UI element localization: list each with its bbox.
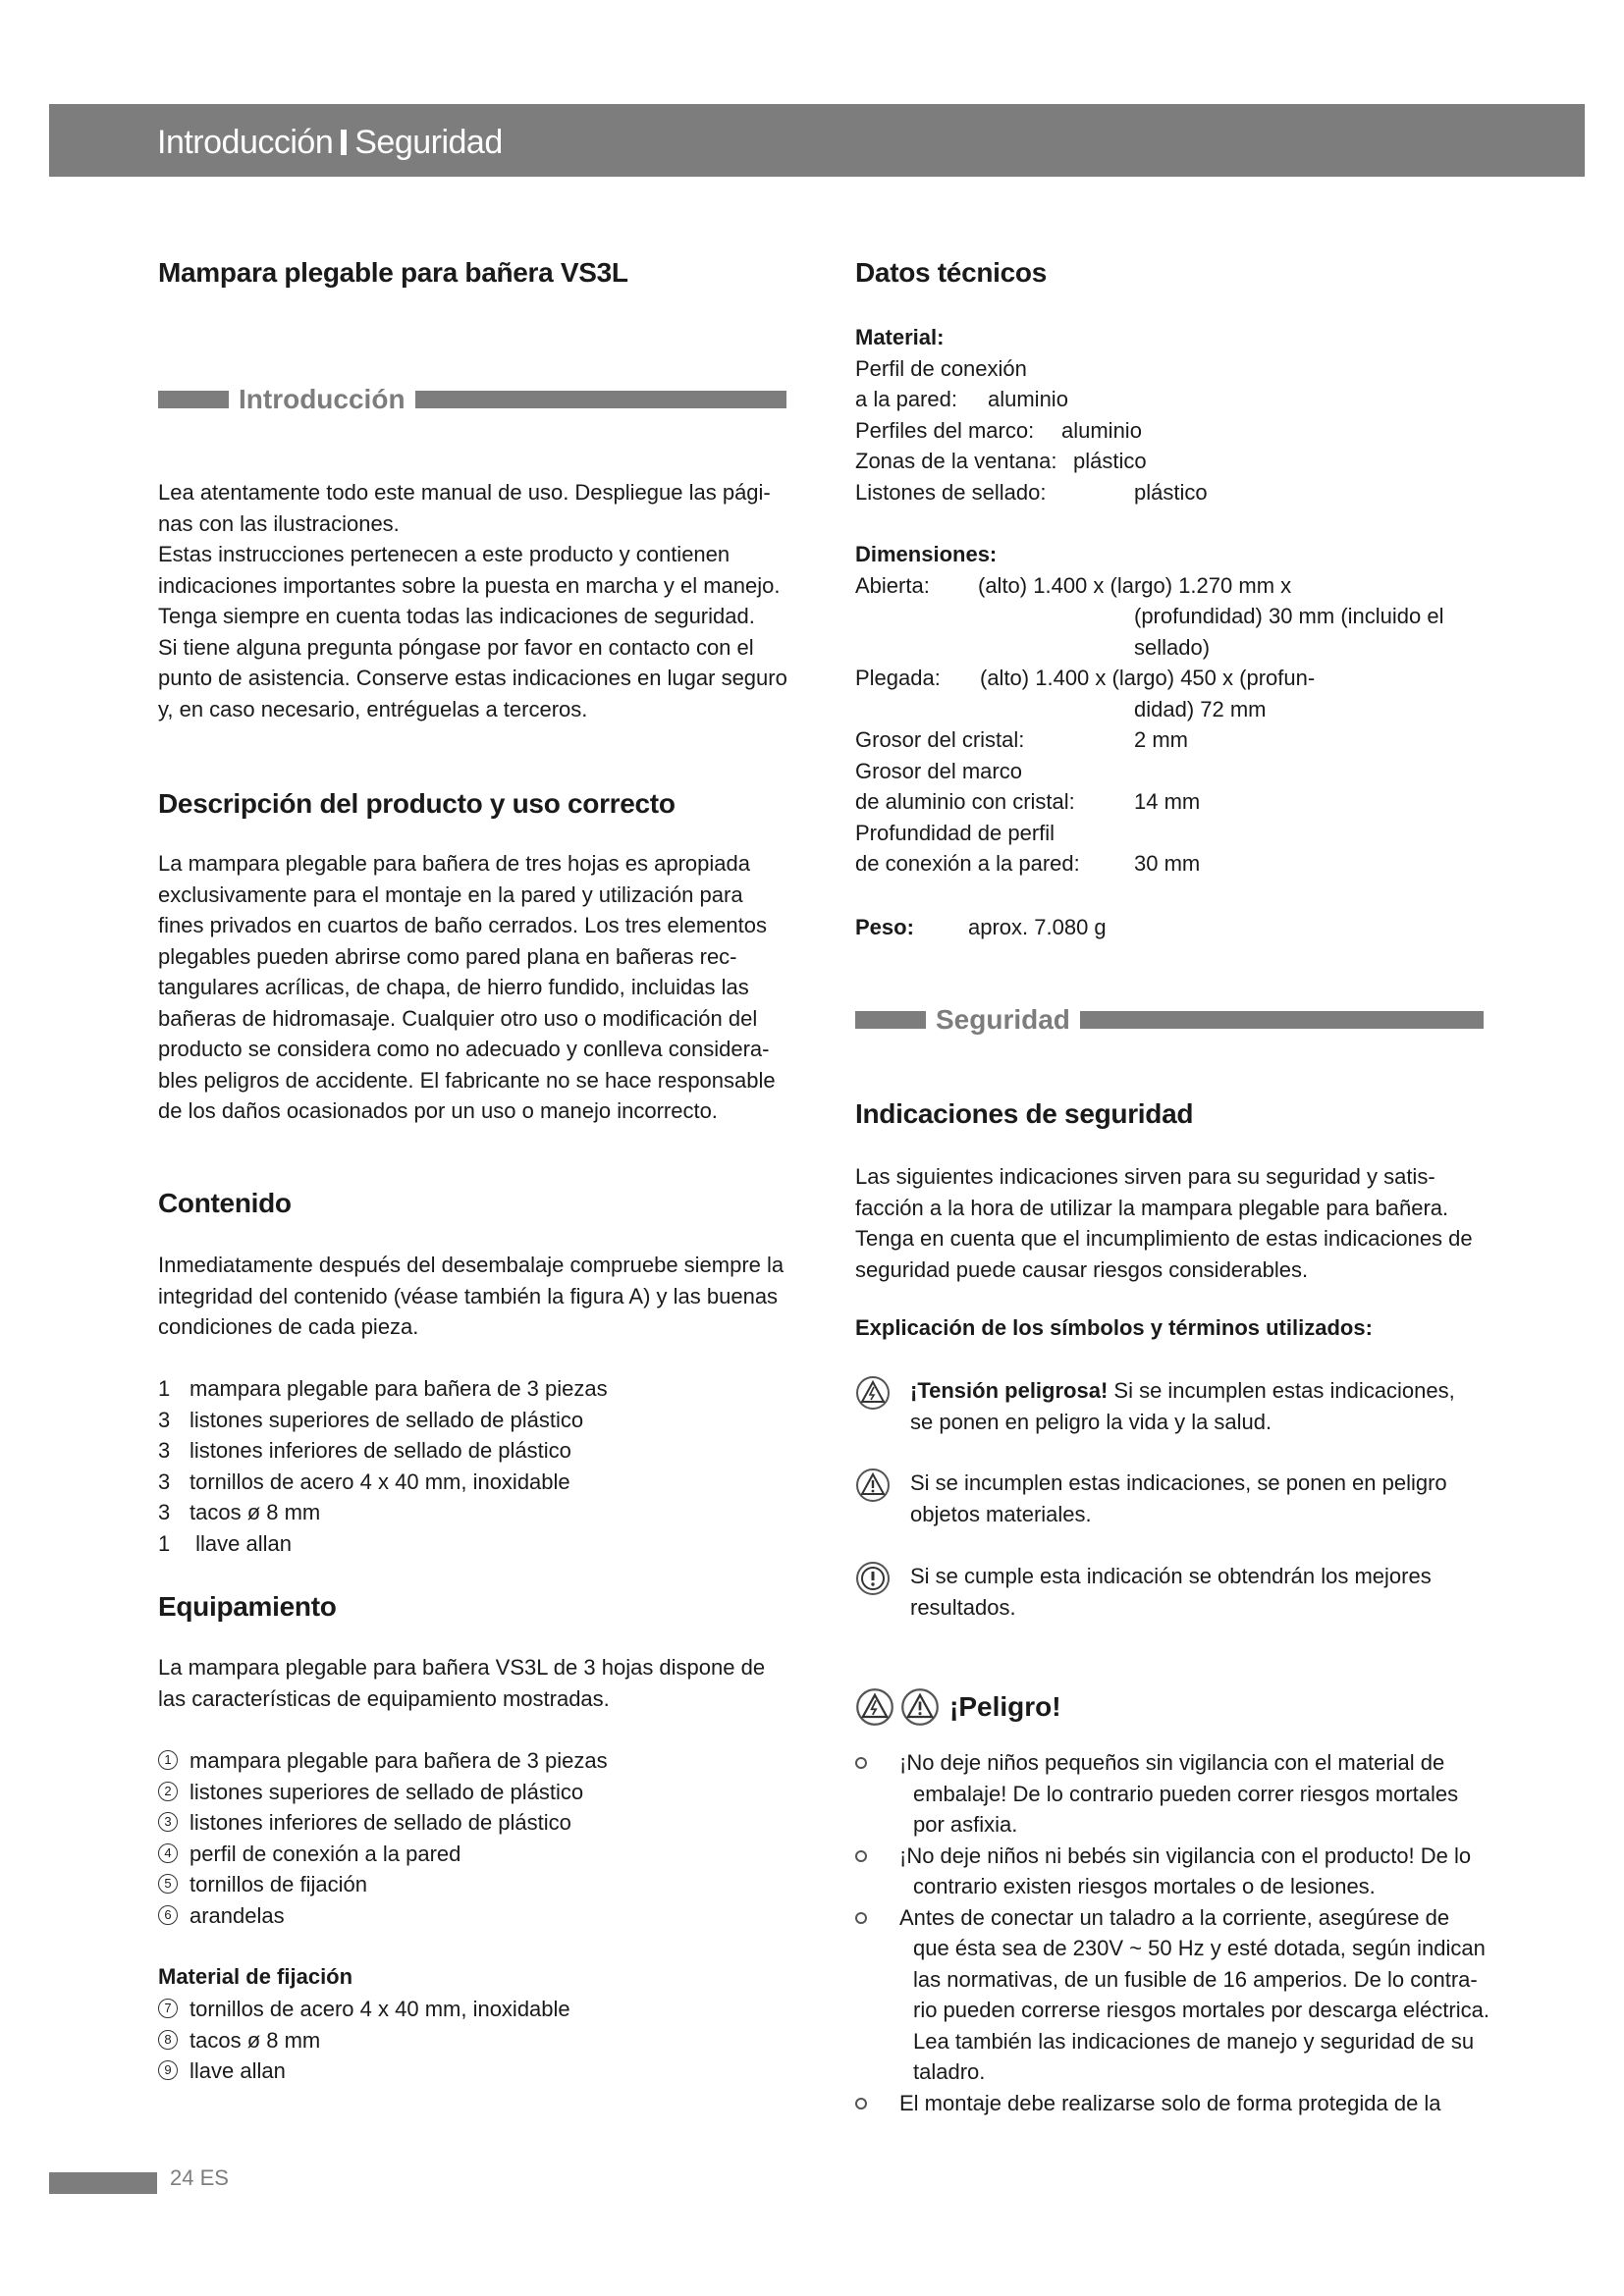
item-quantity: 1 — [158, 1376, 171, 1401]
voltage-warning-icon — [855, 1687, 894, 1727]
danger-item — [855, 1841, 1503, 1902]
profile-depth-label: Profundidad de perfil — [855, 820, 1056, 845]
bullet-circle-icon — [855, 1912, 867, 1924]
dim-folded-value-1: (alto) 1.400 x (largo) 450 x (profun- — [980, 666, 1316, 690]
glass-thickness-value: 2 mm — [1134, 727, 1188, 752]
text-line: y, en caso necesario, entréguelas a terceros. — [158, 696, 588, 721]
text-line: facción a la hora de utilizar la mampara plegable para bañera. — [855, 1195, 1449, 1220]
weight-block — [855, 912, 1484, 943]
material-row-label: a la pared: — [855, 387, 957, 411]
numbered-item — [158, 1745, 608, 1777]
text-line: indicaciones importantes sobre la puesta en marcha y el manejo. — [158, 572, 781, 598]
bar-left — [855, 1011, 926, 1029]
dim-open-value-1: (alto) 1.400 x (largo) 1.270 mm x — [978, 572, 1292, 598]
equipment-title: Equipamiento — [158, 1591, 337, 1622]
contents-item — [158, 1528, 608, 1560]
frame-thickness-label: de aluminio con cristal: — [855, 789, 1075, 814]
frame-thickness-label: Grosor del marco — [855, 758, 1022, 783]
material-row-label: Perfil de conexión — [855, 355, 1027, 381]
text-line: seguridad puede causar riesgos considerables. — [855, 1256, 1309, 1282]
danger-item-line: por asfixia. — [913, 1812, 1018, 1837]
item-quantity: 3 — [158, 1438, 171, 1463]
symbol-text-voltage — [910, 1375, 1455, 1437]
item-number-badge: 4 — [158, 1843, 178, 1863]
warning-icon — [855, 1468, 891, 1503]
text-line: integridad del contenido (véase también la figura A) y las buenas — [158, 1283, 779, 1308]
material-block — [855, 322, 1484, 507]
numbered-item — [158, 1777, 608, 1808]
symbol-row-voltage — [855, 1375, 1455, 1437]
numbered-item — [158, 2056, 570, 2087]
header-title — [157, 124, 503, 162]
text-line: las características de equipamiento mostradas. — [158, 1685, 610, 1711]
symbols-title: Explicación de los símbolos y términos utilizados: — [855, 1315, 1373, 1340]
dim-folded-label: Plegada: — [855, 666, 941, 690]
symbol-text-info — [910, 1561, 1432, 1623]
danger-item — [855, 1747, 1503, 1841]
item-number-badge: 6 — [158, 1905, 178, 1925]
danger-item-line: ¡No deje niños ni bebés sin vigilancia con el producto! De lo — [899, 1842, 1472, 1868]
tech-data-title: Datos técnicos — [855, 257, 1047, 288]
text-line: plegables pueden abrirse como pared plana en bañeras rec- — [158, 943, 737, 969]
danger-item-line: ¡No deje niños pequeños sin vigilancia con el material de — [899, 1750, 1445, 1775]
dim-open-value-3: sellado) — [1134, 634, 1211, 660]
symbol-material-line1: Si se incumplen estas indicaciones, se ponen en peligro — [910, 1470, 1447, 1495]
item-number-badge: 8 — [158, 2030, 178, 2050]
profile-depth-label: de conexión a la pared: — [855, 851, 1080, 876]
item-text: listones inferiores de sellado de plástico — [189, 1438, 571, 1463]
safety-paragraph — [855, 1161, 1473, 1285]
danger-item-line: las normativas, de un fusible de 16 amperios. De lo contra- — [913, 1966, 1478, 1992]
product-title: Mampara plegable para bañera VS3L — [158, 257, 628, 288]
bullet-circle-icon — [855, 2098, 867, 2109]
frame-thickness-value: 14 mm — [1134, 789, 1201, 814]
item-quantity: 1 — [158, 1530, 171, 1556]
item-text: listones superiores de sellado de plástico — [189, 1407, 584, 1432]
symbol-text-material — [910, 1468, 1447, 1529]
numbered-item — [158, 1839, 608, 1870]
dimensions-label: Dimensiones: — [855, 542, 998, 566]
danger-item-line: contrario existen riesgos mortales o de lesiones. — [913, 1874, 1376, 1898]
text-line: fines privados en cuartos de baño cerrados. Los tres elementos — [158, 913, 768, 937]
symbol-info-line1: Si se cumple esta indicación se obtendrán los mejores — [910, 1564, 1432, 1588]
contents-item — [158, 1467, 608, 1498]
danger-item-line: embalaje! De lo contrario pueden correr riesgos mortales — [913, 1781, 1459, 1806]
danger-list — [855, 1747, 1503, 2118]
material-label: Material: — [855, 325, 945, 349]
item-text: tornillos de fijación — [189, 1872, 367, 1896]
safety-bar-label: Seguridad — [936, 1004, 1070, 1035]
page-number: 24 ES — [170, 2165, 229, 2190]
material-row-value: plástico — [1134, 479, 1208, 505]
item-quantity: 3 — [158, 1407, 171, 1432]
dim-open-label: Abierta: — [855, 572, 930, 598]
item-text: tacos ø 8 mm — [189, 1500, 321, 1524]
item-text: tacos ø 8 mm — [189, 2027, 321, 2053]
symbol-row-info — [855, 1561, 1432, 1623]
danger-item-line: rio pueden correrse riesgos mortales por descarga eléctrica. — [913, 1998, 1489, 2022]
profile-depth-value: 30 mm — [1134, 851, 1201, 876]
material-row-value: plástico — [1073, 449, 1147, 473]
danger-item — [855, 1902, 1503, 2088]
symbol-info-line2: resultados. — [910, 1594, 1016, 1620]
text-line: La mampara plegable para bañera VS3L de 3 hojas dispone de — [158, 1655, 766, 1680]
header-title-safety: Seguridad — [354, 124, 503, 161]
equipment-list — [158, 1745, 608, 1931]
item-text: mampara plegable para bañera de 3 piezas — [189, 1376, 608, 1401]
fixing-material-list — [158, 1994, 570, 2087]
item-quantity: 3 — [158, 1500, 171, 1524]
item-number-badge: 3 — [158, 1812, 178, 1832]
voltage-warning-icon — [855, 1375, 891, 1411]
text-line: Inmediatamente después del desembalaje compruebe siempre la — [158, 1253, 785, 1277]
numbered-item — [158, 1869, 608, 1900]
danger-item — [855, 2088, 1503, 2119]
item-number-badge: 2 — [158, 1782, 178, 1801]
weight-label: Peso: — [855, 915, 914, 939]
material-row-value: aluminio — [988, 387, 1068, 411]
text-line: Tenga siempre en cuenta todas las indicaciones de seguridad. — [158, 604, 755, 628]
text-line: condiciones de cada pieza. — [158, 1314, 419, 1339]
item-text: listones inferiores de sellado de plástico — [189, 1810, 571, 1835]
material-row-label: Zonas de la ventana: — [855, 449, 1057, 473]
material-row-label: Listones de sellado: — [855, 479, 1047, 505]
dimensions-block — [855, 539, 1484, 880]
info-exclamation-icon — [855, 1561, 891, 1596]
header-title-intro: Introducción — [157, 124, 334, 161]
dim-folded-value-2: didad) 72 mm — [1134, 696, 1267, 721]
dim-open-value-2: (profundidad) 30 mm (incluido el — [1134, 604, 1444, 628]
item-text: perfil de conexión a la pared — [189, 1841, 461, 1866]
description-title: Descripción del producto y uso correcto — [158, 788, 676, 819]
weight-value: aprox. 7.080 g — [968, 915, 1107, 939]
symbol-voltage-line2: se ponen en peligro la vida y la salud. — [910, 1409, 1272, 1434]
bar-right — [1080, 1011, 1484, 1029]
material-row-value: aluminio — [1061, 417, 1142, 443]
danger-item-line: El montaje debe realizarse solo de forma protegida de la — [899, 2090, 1441, 2115]
item-text: llave allan — [189, 2058, 286, 2083]
bullet-circle-icon — [855, 1757, 867, 1769]
danger-heading — [855, 1687, 1061, 1727]
danger-item-line: Lea también las indicaciones de manejo y seguridad de su — [913, 2028, 1475, 2054]
item-text: listones superiores de sellado de plástico — [189, 1779, 584, 1804]
warning-icon — [900, 1687, 940, 1727]
safety-instructions-title: Indicaciones de seguridad — [855, 1098, 1194, 1129]
item-quantity: 3 — [158, 1468, 171, 1494]
numbered-item — [158, 1994, 570, 2025]
symbol-row-material — [855, 1468, 1447, 1529]
item-text: tornillos de acero 4 x 40 mm, inoxidable — [189, 1468, 570, 1494]
danger-item-line: que ésta sea de 230V ~ 50 Hz y esté dotada, según indican — [913, 1936, 1486, 1960]
symbol-material-line2: objetos materiales. — [910, 1501, 1092, 1526]
bar-right — [415, 391, 786, 408]
safety-section-bar — [855, 1004, 1484, 1035]
contents-item — [158, 1435, 608, 1467]
intro-paragraph — [158, 477, 787, 724]
text-line: producto se considera como no adecuado y conlleva considera- — [158, 1037, 770, 1061]
footer-bar — [49, 2172, 157, 2194]
glass-thickness-label: Grosor del cristal: — [855, 727, 1025, 752]
material-row-label: Perfiles del marco: — [855, 417, 1035, 443]
numbered-item — [158, 2025, 570, 2056]
item-number-badge: 7 — [158, 1999, 178, 2018]
text-line: bles peligros de accidente. El fabricante no se hace responsable — [158, 1067, 776, 1093]
danger-item-line: taladro. — [913, 2059, 986, 2084]
symbol-voltage-rest: Si se incumplen estas indicaciones, — [1108, 1378, 1455, 1403]
text-line: La mampara plegable para bañera de tres hojas es apropiada — [158, 851, 750, 876]
text-line: bañeras de hidromasaje. Cualquier otro uso o modificación del — [158, 1005, 758, 1031]
item-text: mampara plegable para bañera de 3 piezas — [189, 1748, 608, 1773]
item-number-badge: 9 — [158, 2060, 178, 2080]
numbered-item — [158, 1900, 608, 1932]
danger-item-line: Antes de conectar un taladro a la corriente, asegúrese de — [899, 1904, 1450, 1930]
item-number-badge: 1 — [158, 1750, 178, 1770]
danger-title: ¡Peligro! — [949, 1691, 1061, 1722]
text-line: Lea atentamente todo este manual de uso. Despliegue las pági- — [158, 480, 771, 505]
text-line: nas con las ilustraciones. — [158, 510, 400, 536]
intro-section-bar — [158, 384, 786, 414]
text-line: Tenga en cuenta que el incumplimiento de estas indicaciones de — [855, 1226, 1473, 1251]
description-paragraph — [158, 848, 776, 1127]
fixing-material-title: Material de fijación — [158, 1964, 353, 1989]
contents-list — [158, 1373, 608, 1559]
item-text: llave allan — [189, 1530, 292, 1556]
header-bar — [49, 104, 1585, 177]
item-text: tornillos de acero 4 x 40 mm, inoxidable — [189, 1997, 570, 2021]
contents-item — [158, 1373, 608, 1405]
bullet-circle-icon — [855, 1850, 867, 1862]
item-number-badge: 5 — [158, 1874, 178, 1894]
text-line: de los daños ocasionados por un uso o manejo incorrecto. — [158, 1098, 718, 1123]
text-line: exclusivamente para el montaje en la pared y utilización para — [158, 881, 743, 907]
text-line: Las siguientes indicaciones sirven para su seguridad y satis- — [855, 1164, 1435, 1189]
text-line: Si tiene alguna pregunta póngase por favor en contacto con el — [158, 634, 754, 660]
text-line: punto de asistencia. Conserve estas indicaciones en lugar seguro — [158, 666, 787, 690]
symbol-voltage-bold: ¡Tensión peligrosa! — [910, 1378, 1109, 1403]
text-line: Estas instrucciones pertenecen a este producto y contienen — [158, 542, 731, 566]
contents-item — [158, 1497, 608, 1528]
numbered-item — [158, 1807, 608, 1839]
contents-title: Contenido — [158, 1188, 292, 1218]
bar-left — [158, 391, 229, 408]
intro-bar-label: Introducción — [239, 384, 406, 414]
header-separator — [341, 130, 347, 155]
contents-item — [158, 1405, 608, 1436]
equipment-paragraph — [158, 1652, 765, 1714]
contents-paragraph — [158, 1250, 784, 1343]
text-line: tangulares acrílicas, de chapa, de hierro fundido, incluidas las — [158, 975, 749, 999]
item-text: arandelas — [189, 1902, 285, 1928]
